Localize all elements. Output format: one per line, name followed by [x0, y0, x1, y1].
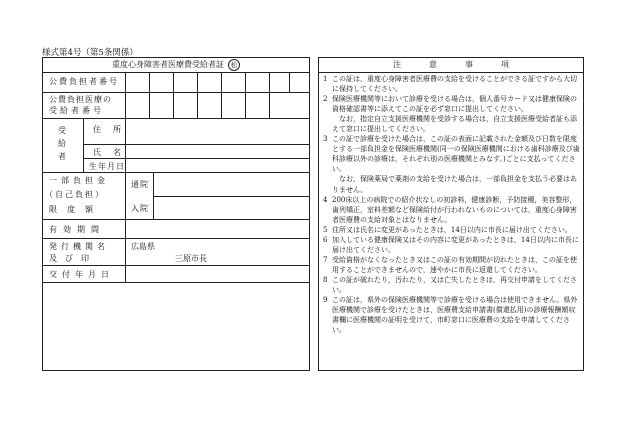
copay-label-1: 一部負担金	[49, 176, 109, 185]
address-label: 住 所	[93, 125, 123, 134]
certificate-card	[42, 57, 310, 371]
notes-panel	[318, 57, 584, 371]
note-item: 5 住所又は氏名に変更があったときは，14日以内に市長に届け出てください。	[323, 225, 572, 234]
copay-label-2: （自己負担）	[45, 190, 105, 199]
issuer-label-1: 発行機関名	[49, 242, 109, 251]
note-item: 4 200床以上の病院での紹介状なしの初診料，健康診断，予防接種，美容整形，歯列矯正，室料差額など保険給付が行われないものについては，重度心身障害者医療費の支給対象とはなりません。	[323, 195, 577, 224]
form-label: 様式第4号（第5条関係）	[42, 48, 138, 58]
issuer-label-2: 及び印	[49, 254, 97, 263]
note-item: 1 この証は，重度心身障害者医療費の支給を受けることができる証ですから大切に保持してください。	[323, 75, 577, 94]
inpatient-label: 入院	[131, 204, 149, 213]
card-title: 重度心身障害者医療費受給者証	[112, 60, 224, 69]
copay-label-3: 限度額	[49, 205, 103, 214]
issuer-prefecture: 広島県	[131, 242, 155, 251]
notes-list	[323, 74, 581, 335]
note-item: 8 この証が破れたり，汚れたり，又は亡失したときは，再交付申請をしてください。	[323, 275, 577, 294]
validity-period-label: 有効期間	[49, 225, 105, 234]
birth-date-label: 生年月日	[89, 162, 125, 171]
recipient-number-label-2: 受給者番号	[49, 106, 104, 115]
card-title-bar	[43, 58, 309, 73]
note-item: 3 この証で診療を受けた場合は，この証の表面に記載された金額及び日数を限度とする一部負担金を保険医療機関(同一の保険医療機関における歯科診療及び歯科診療以外の診療は，それぞれ別の医療機関とみなす。)ごとに支払ってください。	[323, 135, 580, 174]
issue-date-label: 交付年月日	[49, 270, 114, 279]
notes-header: 注 意 事 項	[319, 58, 583, 73]
payer-number-label: 公費負担者番号	[49, 77, 119, 86]
outpatient-label: 通院	[131, 180, 149, 189]
note-item: なお，保険薬局で薬剤の支給を受けた場合は，一部負担金を支払う必要はありません。	[332, 175, 577, 194]
issuer-mayor: 三原市長	[175, 254, 207, 263]
recipient-vertical-label: 受 給 者	[58, 126, 66, 161]
name-label: 氏 名	[93, 148, 123, 157]
note-item: 7 受給資格がなくなったとき又はこの証の有効期間が切れたときは，この証を使用することができませんので，速やかに市長に返還してください。	[323, 255, 577, 274]
title-seal-mark: 松	[228, 59, 240, 71]
note-item: 6 加入している健康保険又はその内容に変更があったときは，14日以内に市長に届け出てください。	[323, 235, 579, 254]
recipient-number-label-1: 公費負担医療の	[49, 95, 112, 104]
note-item: なお，指定自立支援医療機関を受診する場合は，自立支援医療受給者証も添えて窓口に提出してください。	[332, 115, 577, 134]
note-item: 9 この証は，県外の保険医療機関等で診療を受ける場合は使用できません。県外医療機関で診療を受けたときは，医療費支給申請書(償還払用)の診療報酬額収書欄に医療機関の証明を受けて，市町窓口に医療費の支給を申請してください。	[323, 296, 578, 335]
note-item: 2 保険医療機関等において診療を受ける場合は，個人番号カード又は健康保険の資格確認書等に添えてこの証を必ず窓口に提出してください。	[323, 95, 577, 114]
